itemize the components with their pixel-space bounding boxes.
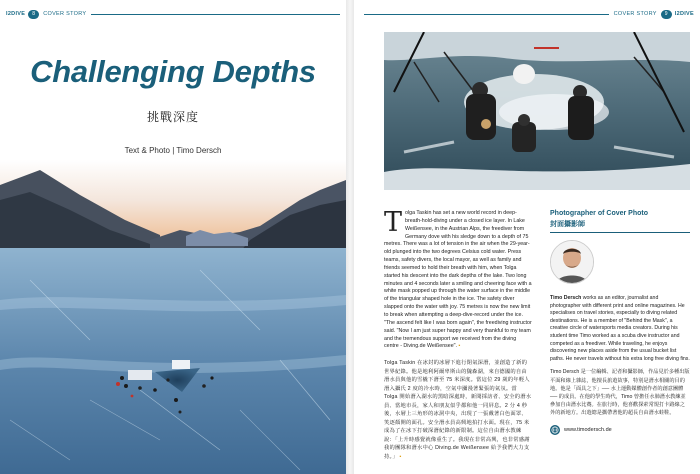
header-rule [364,14,609,15]
photographer-avatar [550,240,594,284]
end-mark-icon: ▪ [399,453,402,460]
left-page [0,0,346,474]
article-english-paragraph: olga Taskin has set a new world record in deep-breath-hold-diving under a closed ice layer. In Lake Weißensee, in the Austrian Alps, the freediver from Germany dove with his sledge down to a depth of 75 metres. There was a lot of tension in the air when the 29-year-old plunged into the two degrees Celsius cold water. Press teams, safety divers, the local mayor, as well as family and friends seemed to hold their breath with him, when Tolga started his descent into the dark depths of the lake. Two long minutes and 4 seconds later a smiling and cheering face with a white mask popped up through the water surface in the middle of the triangular shaped hole in the ice. The safety diver slapped onto the water with joy. 75 metres is now the new limit to break when attempting a deep-dive-record under the ice. "The ascend felt like I was born again", the freediving instructor said. "Now I am just super happy and very thankful to my team and the tremendous support we received from the diving centre - Diving.de Weißensee". [384,210,532,350]
article-chinese-text [384,359,532,461]
header-rule [91,14,340,15]
sidebar-rule [550,232,690,233]
photographer-sidebar [550,210,690,435]
left-page-header [6,8,340,20]
end-mark-icon: ▪ [458,343,461,350]
page-number: 9 [661,10,672,19]
website-row [550,425,690,435]
article-chinese-paragraph: Tolga Taskin 在冰封的冰層下進行閉氣深潛，並創造了新的世界紀錄。他是地利阿爾卑斯山的魏森湖，來自德國的自由潛水員與他的雪橇下潛至 75 米深度。當這位 29 歲的年輕人潛入攝氏 2 度的冷水時，空氣中瀰漫著緊張的氣氛。當 Tolga 開始潛入湖水的黑暗深處時，新聞採訪者、安全的潛水員、當地市長，家人和朋友似乎都和他一同屏息。2 分 4 秒後，水層上三角形的冰洞中央，出現了一張戴著白色面罩、笑逐顏開的面孔。安全潛水員高興地拍打水面。現在，75 米成為了在冰下打破深潛紀錄的新限制。這位自由潛水教練說：「上升時感覺就像重生了。我現在非常高興，也非常感謝我的團隊和潛水中心 Diving.de Weißensee 給予我們大力支持。」 [384,360,532,460]
globe-icon [550,425,560,435]
frozen-lake-photo [0,160,346,474]
photographer-bio-chinese: Timo Dersch 是一位編輯、記者和攝影師，作品見於多種出版平面和線上雜誌，他擅長旅遊故事，特別是潛水相關的目的地。他是「面具之下」── 水上運動媒體創作者的創意團體 ── 的成員。在他的學生時代，Timo 曾擔任水肺潛水教練並參加自由潛水比賽。在旅行時，他喜歡探索常規打卡路線之外的新地方。出遊總是攜帶著他的超長自由潛水蛙鞋。 [550,369,690,417]
article-body [384,207,532,461]
article-title: Challenging Depths [30,54,316,89]
photographer-bio-english [550,295,690,363]
sidebar-title: Photographer of Cover Photo [550,210,648,217]
magazine-brand: I2DIVE [6,11,26,17]
article-credit: Text & Photo | Timo Dersch [124,146,222,155]
page-number: 8 [28,10,39,19]
photographer-bio-text: works as an editor, journalist and photographer with different print and online magazines. He specialises on travel stories, especially to diving related destinations. He is a member of "Behind the Mask", a creative circle of watersports media creators. During his student time Timo worked as a scuba dive instructor and competed as a freediver. While traveling, he enjoys discovering new places aside from the usual bucket list paths. He never travels without his extra long free diving fins. [550,295,690,362]
section-label: COVER STORY [613,11,657,17]
article-title-chinese: 挑戰深度 [146,110,199,124]
photographer-website-link[interactable]: www.timodersch.de [564,426,612,433]
drop-cap: T [384,207,403,238]
magazine-brand: I2DIVE [674,11,694,17]
article-english-text [384,207,532,351]
page-gutter [346,0,354,474]
section-label: COVER STORY [43,11,87,17]
right-page [354,0,700,474]
divers-in-ice-hole-photo [384,32,690,190]
sidebar-title-chinese: 封面攝影師 [550,221,585,228]
right-page-header [364,8,694,20]
photographer-name: Timo Dersch [550,295,582,301]
